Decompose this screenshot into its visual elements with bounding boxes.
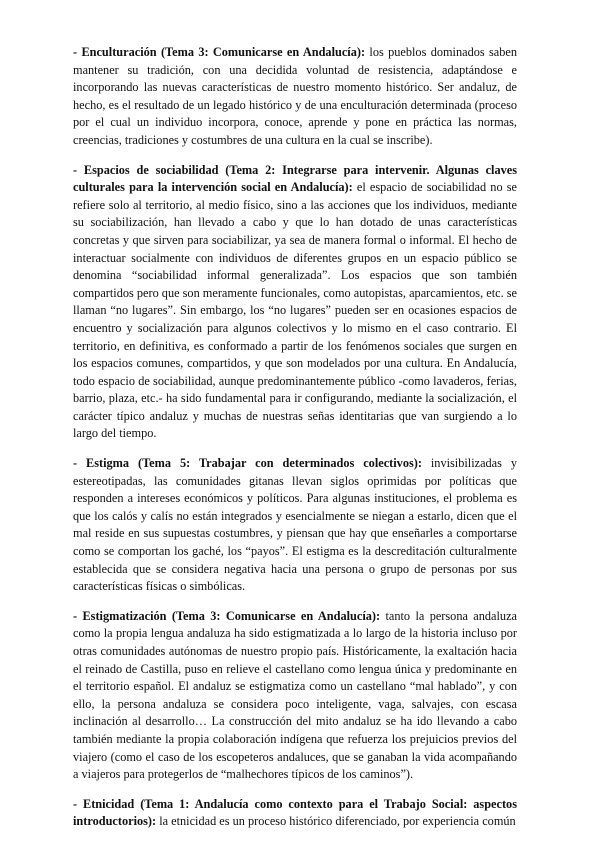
entry-source: (Tema 3: Comunicarse en Andalucía):: [171, 608, 381, 623]
entry-source: (Tema 2: Integrarse para intervenir. Algunas claves culturales para la intervención social en Andalucía):: [73, 162, 517, 195]
glossary-entry-estigma: [73, 455, 517, 596]
glossary-entry-etnicidad: [73, 796, 517, 831]
entry-body: los pueblos dominados saben mantener su tradición, con una decidida voluntad de resistencia, adaptándose e incorporando las nuevas características de nuestro momento histórico. Ser andaluz, de hecho, es el resultado de un legado histórico y de una enculturación determinada (proceso por el cual un individuo incorpora, conoce, aprende y pone en práctica las normas, creencias, tradiciones y costumbres de una cultura en la cual se inscribe).: [73, 45, 518, 147]
entry-body: invisibilizadas y estereotipadas, las comunidades gitanas llevan siglos oprimidas por políticas que responden a intereses económicos y políticos. Para algunas instituciones, el problema es que los calós y calís no están integrados y esencialmente se niegan a estarlo, dicen que el mal reside en sus supuestas costumbres, y piensan que hay que enseñarles a comportarse como se comportan los gaché, los “payos”. El estigma es la descreditación culturalmente establecida que se considera negativa hacia una persona o grupo de personas por sus características físicas o simbólicas.: [73, 456, 518, 594]
entry-body: la etnicidad es un proceso histórico diferenciado, por experiencia común: [159, 814, 516, 829]
entry-source: (Tema 5: Trabajar con determinados colectivos):: [138, 456, 422, 471]
entry-term: - Estigma: [73, 456, 130, 471]
entry-source: (Tema 3: Comunicarse en Andalucía):: [160, 45, 366, 59]
entry-term: - Espacios de sociabilidad: [73, 162, 219, 177]
glossary-entry-espacios-de-sociabilidad: [73, 162, 517, 444]
entry-body: tanto la persona andaluza como la propia lengua andaluza ha sido estigmatizada a lo largo de la historia incluso por otras comunidades autónomas de nuestro propio país. Históricamente, la exaltación hacia el reinado de Castilla, puso en relieve el castellano como lengua única y predominante en el territorio español. El andaluz se estigmatiza como un castellano “mal hablado”, y con ello, la persona andaluza se considera poco inteligente, vaga, salvajes, con escasa inclinación al desarrollo… La construcción del mito andaluz se ha ido llevando a cabo también mediante la propia colaboración indígena que refuerza los prejuicios previos del viajero (como el caso de los escopeteros andaluces, que se ganaban la vida acompañando a viajeros para protegerlos de “malhechores típicos de los caminos”).: [73, 608, 517, 782]
glossary-entry-enculturacion: [73, 44, 517, 150]
entry-term: - Enculturación: [73, 45, 157, 59]
entry-term: - Etnicidad: [73, 796, 135, 811]
glossary-entry-estigmatizacion: [73, 608, 517, 784]
entry-body: el espacio de sociabilidad no se refiere solo al territorio, al medio físico, sino a las acciones que los individuos, mediante su sociabilización, han llevado a cabo y que lo han dotado de unas características concretas y que sirven para sociabilizar, ya sea de manera formal o informal. El hecho de interactuar socialmente con individuos de diferentes grupos en un espacio público se denomina “sociabilidad informal generalizada”. Los espacios que son también compartidos pero que son meramente funcionales, como autopistas, aparcamientos, etc. se llaman “no lugares”. Sin embargo, los “no lugares” pueden ser en ocasiones espacios de encuentro y socialización para algunos colectivos y lo mismo en el caso contrario. El territorio, en definitiva, es conformado a partir de los fenómenos sociales que surgen en los espacios comunes, compartidos, y que son modelados por una cultura. En Andalucía, todo espacio de sociabilidad, aunque predominantemente público -como lavaderos, ferias, barrio, plaza, etc.- ha sido fundamental para ir configurando, mediante la socialización, el carácter típico andaluz y muchas de nuestras señas identitarias que van surgiendo a lo largo del tiempo.: [73, 180, 517, 441]
entry-term: - Estigmatización: [73, 608, 167, 623]
entry-source: (Tema 1: Andalucía como contexto para el Trabajo Social: aspectos introductorios):: [73, 796, 517, 829]
